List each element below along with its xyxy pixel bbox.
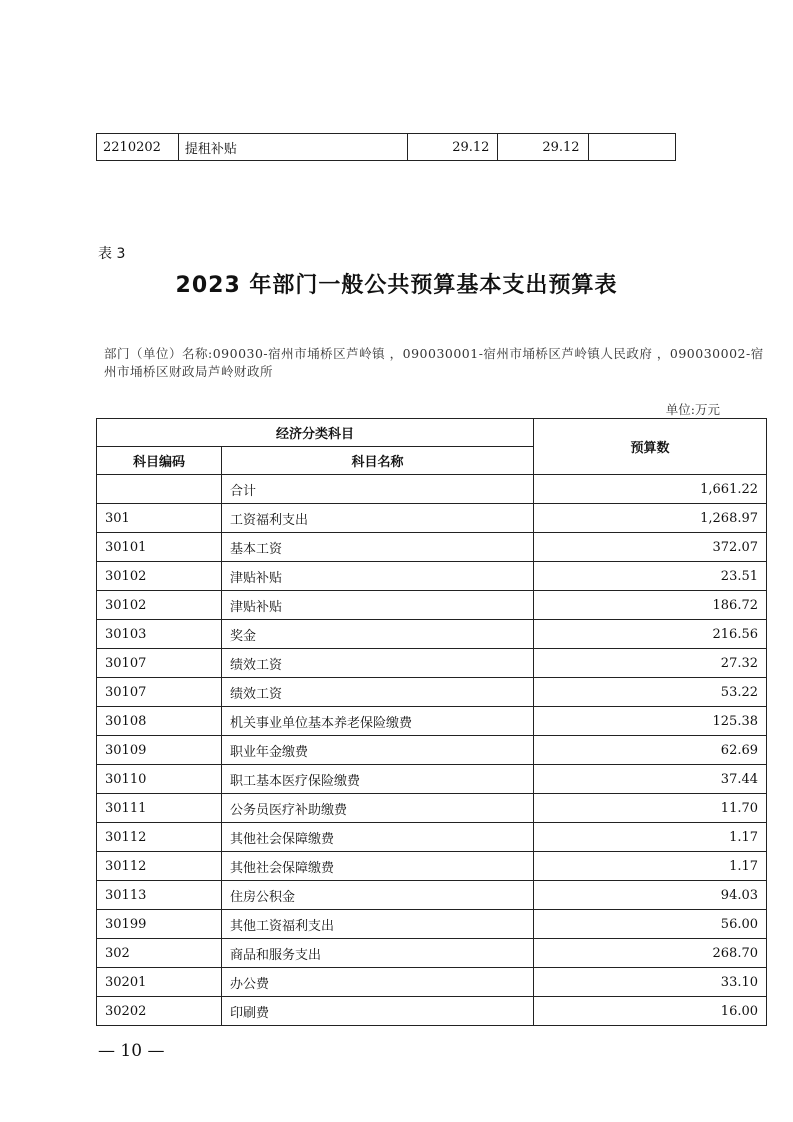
amount-cell: 268.70 bbox=[534, 939, 767, 968]
table-row bbox=[97, 997, 767, 1026]
code-cell: 30111 bbox=[97, 794, 222, 823]
code-cell: 30199 bbox=[97, 910, 222, 939]
code-cell: 30109 bbox=[97, 736, 222, 765]
table-label: 表 3 bbox=[98, 246, 126, 262]
name-cell: 提租补贴 bbox=[178, 134, 407, 161]
name-cell: 津贴补贴 bbox=[222, 562, 534, 591]
amount-cell: 94.03 bbox=[534, 881, 767, 910]
code-cell: 2210202 bbox=[97, 134, 179, 161]
table-row bbox=[97, 591, 767, 620]
name-cell: 机关事业单位基本养老保险缴费 bbox=[222, 707, 534, 736]
table-row bbox=[97, 910, 767, 939]
code-cell: 30103 bbox=[97, 620, 222, 649]
amount-cell: 1,268.97 bbox=[534, 504, 767, 533]
name-cell: 住房公积金 bbox=[222, 881, 534, 910]
name-cell: 绩效工资 bbox=[222, 649, 534, 678]
budget-table bbox=[96, 418, 767, 1026]
name-cell: 奖金 bbox=[222, 620, 534, 649]
amount-cell: 16.00 bbox=[534, 997, 767, 1026]
name-cell: 办公费 bbox=[222, 968, 534, 997]
table-row bbox=[97, 852, 767, 881]
code-cell: 30201 bbox=[97, 968, 222, 997]
name-cell: 其他社会保障缴费 bbox=[222, 823, 534, 852]
header-name: 科目名称 bbox=[222, 447, 534, 475]
code-cell: 30202 bbox=[97, 997, 222, 1026]
name-cell: 绩效工资 bbox=[222, 678, 534, 707]
table-row bbox=[97, 504, 767, 533]
amount-cell: 37.44 bbox=[534, 765, 767, 794]
name-cell: 工资福利支出 bbox=[222, 504, 534, 533]
table-row bbox=[97, 968, 767, 997]
name-cell: 其他社会保障缴费 bbox=[222, 852, 534, 881]
name-cell: 公务员医疗补助缴费 bbox=[222, 794, 534, 823]
name-cell: 商品和服务支出 bbox=[222, 939, 534, 968]
continuation-table bbox=[96, 133, 676, 161]
code-cell: 30110 bbox=[97, 765, 222, 794]
table-body bbox=[97, 475, 767, 1026]
amount-cell: 53.22 bbox=[534, 678, 767, 707]
amount-cell: 27.32 bbox=[534, 649, 767, 678]
code-cell: 301 bbox=[97, 504, 222, 533]
code-cell: 30102 bbox=[97, 591, 222, 620]
name-cell: 职工基本医疗保险缴费 bbox=[222, 765, 534, 794]
table-row bbox=[97, 649, 767, 678]
name-cell: 津贴补贴 bbox=[222, 591, 534, 620]
table-row bbox=[97, 134, 676, 161]
amount-cell: 216.56 bbox=[534, 620, 767, 649]
table-row bbox=[97, 562, 767, 591]
name-cell: 职业年金缴费 bbox=[222, 736, 534, 765]
amount-cell: 1,661.22 bbox=[534, 475, 767, 504]
name-cell: 合计 bbox=[222, 475, 534, 504]
table-row bbox=[97, 620, 767, 649]
code-cell: 30112 bbox=[97, 823, 222, 852]
table-row bbox=[97, 765, 767, 794]
page-number: — 10 — bbox=[98, 1041, 165, 1061]
amount-cell: 125.38 bbox=[534, 707, 767, 736]
code-cell: 30112 bbox=[97, 852, 222, 881]
table-row bbox=[97, 939, 767, 968]
amount-cell: 1.17 bbox=[534, 852, 767, 881]
name-cell: 印刷费 bbox=[222, 997, 534, 1026]
header-row bbox=[97, 419, 767, 447]
code-cell: 30102 bbox=[97, 562, 222, 591]
name-cell: 基本工资 bbox=[222, 533, 534, 562]
code-cell: 30107 bbox=[97, 678, 222, 707]
table-row bbox=[97, 707, 767, 736]
table-row bbox=[97, 881, 767, 910]
table-row bbox=[97, 678, 767, 707]
code-cell: 30113 bbox=[97, 881, 222, 910]
amount-cell: 11.70 bbox=[534, 794, 767, 823]
header-code: 科目编码 bbox=[97, 447, 222, 475]
amount-cell: 62.69 bbox=[534, 736, 767, 765]
header-group: 经济分类科目 bbox=[97, 419, 534, 447]
name-cell: 其他工资福利支出 bbox=[222, 910, 534, 939]
amount-cell: 1.17 bbox=[534, 823, 767, 852]
table-row bbox=[97, 794, 767, 823]
amount-cell bbox=[588, 134, 675, 161]
amount-cell: 23.51 bbox=[534, 562, 767, 591]
code-cell bbox=[97, 475, 222, 504]
code-cell: 302 bbox=[97, 939, 222, 968]
amount-cell: 33.10 bbox=[534, 968, 767, 997]
table-row bbox=[97, 823, 767, 852]
amount-cell: 29.12 bbox=[408, 134, 498, 161]
code-cell: 30107 bbox=[97, 649, 222, 678]
amount-cell: 56.00 bbox=[534, 910, 767, 939]
page-title: 2023 年部门一般公共预算基本支出预算表 bbox=[175, 273, 618, 298]
code-cell: 30101 bbox=[97, 533, 222, 562]
header-amount: 预算数 bbox=[534, 419, 767, 475]
amount-cell: 29.12 bbox=[498, 134, 588, 161]
amount-cell: 186.72 bbox=[534, 591, 767, 620]
unit-label: 单位:万元 bbox=[665, 402, 720, 417]
table-row bbox=[97, 475, 767, 504]
table-row bbox=[97, 533, 767, 562]
department-text: 部门（单位）名称:090030-宿州市埇桥区芦岭镇 ，090030001-宿州市埇桥区芦岭镇人民政府 ，090030002-宿州市埇桥区财政局芦岭财政所 bbox=[104, 346, 764, 379]
amount-cell: 372.07 bbox=[534, 533, 767, 562]
table-row bbox=[97, 736, 767, 765]
code-cell: 30108 bbox=[97, 707, 222, 736]
